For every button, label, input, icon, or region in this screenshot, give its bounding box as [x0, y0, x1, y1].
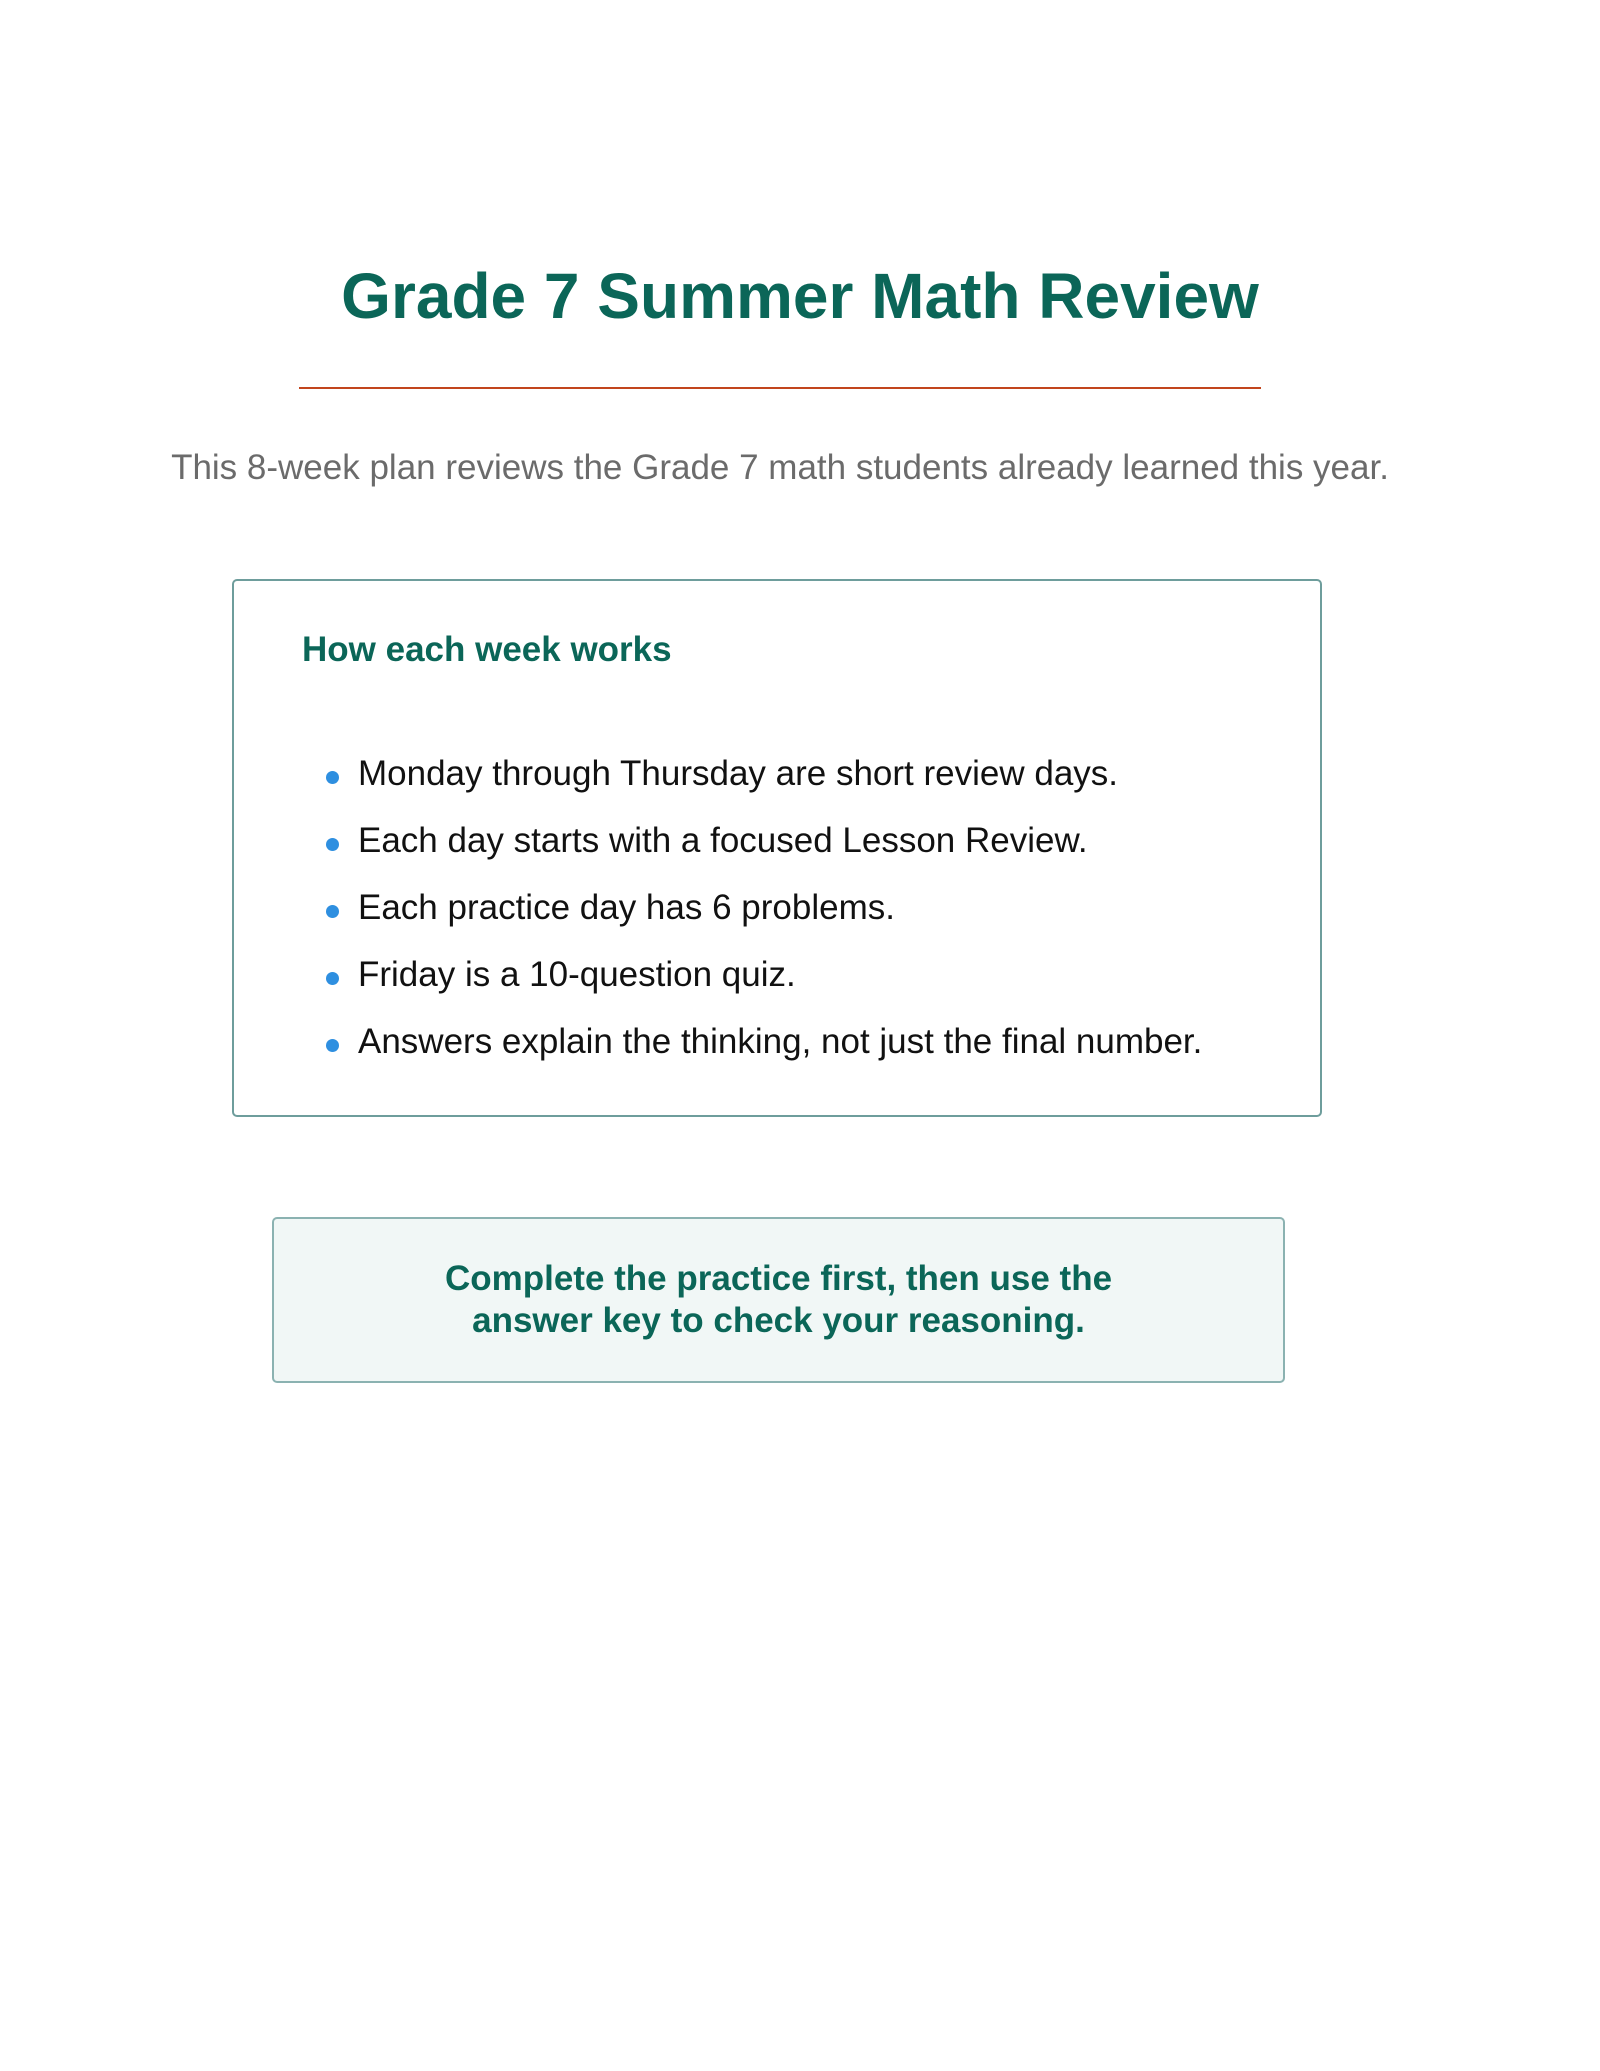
list-item-text: Answers explain the thinking, not just the final number.	[358, 1022, 1203, 1061]
list-item-text: Each practice day has 6 problems.	[358, 888, 895, 927]
info-box-heading: How each week works	[302, 630, 672, 669]
list-item-text: Monday through Thursday are short review days.	[358, 754, 1119, 793]
list-item	[326, 887, 1202, 954]
bullet-icon	[326, 905, 339, 918]
note-text: Complete the practice first, then use the answer key to check your reasoning.	[444, 1259, 1113, 1340]
bullet-icon	[326, 838, 339, 851]
list-item	[326, 753, 1202, 820]
bullet-icon	[326, 1039, 339, 1052]
title-divider	[299, 387, 1261, 389]
list-item-text: Friday is a 10-question quiz.	[358, 955, 796, 994]
page-title: Grade 7 Summer Math Review	[341, 260, 1259, 332]
list-item-text: Each day starts with a focused Lesson Review.	[358, 821, 1088, 860]
list-item	[326, 1021, 1202, 1088]
list-item	[326, 820, 1202, 887]
answer-key-note-box	[272, 1217, 1285, 1383]
bullet-icon	[326, 972, 339, 985]
bullet-icon	[326, 771, 339, 784]
list-item	[326, 954, 1202, 1021]
intro-text: This 8-week plan reviews the Grade 7 math students already learned this year.	[171, 448, 1389, 487]
how-each-week-works-box	[232, 579, 1322, 1117]
info-list	[326, 753, 1202, 1088]
